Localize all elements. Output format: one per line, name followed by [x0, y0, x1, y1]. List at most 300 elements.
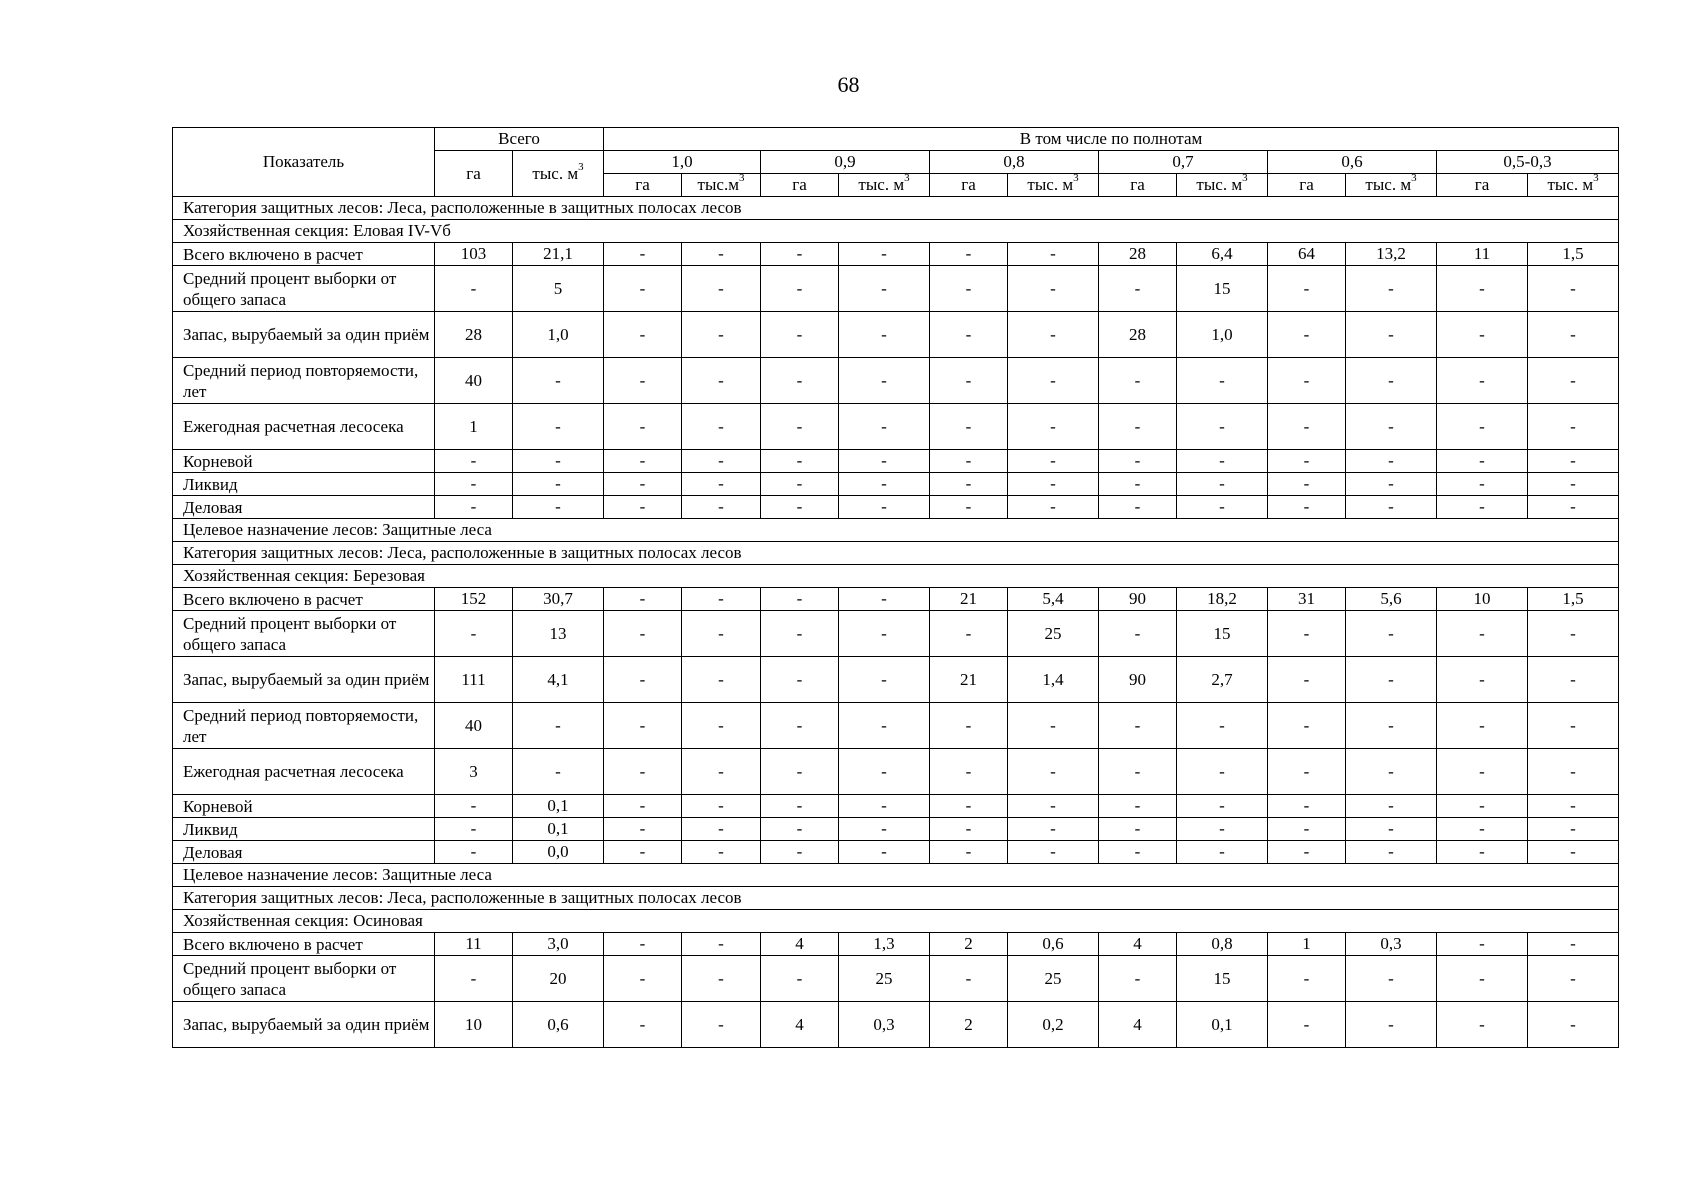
table-cell: -	[1099, 703, 1177, 749]
section-row	[173, 887, 1619, 910]
table-cell: 0,3	[1346, 933, 1437, 956]
table-cell: -	[1099, 404, 1177, 450]
table-cell: 4	[761, 1002, 839, 1048]
table-cell: -	[930, 818, 1008, 841]
table-cell: -	[682, 841, 761, 864]
table-cell: -	[1268, 841, 1346, 864]
table-cell: -	[839, 312, 930, 358]
table-cell: -	[682, 795, 761, 818]
table-cell: -	[1346, 749, 1437, 795]
subheader-volume: тыс. $м^3$	[1346, 174, 1437, 197]
table-cell: 21,1	[513, 243, 604, 266]
table-cell: -	[930, 266, 1008, 312]
table-row	[173, 473, 1619, 496]
table-cell: -	[1346, 266, 1437, 312]
table-cell: 15	[1177, 611, 1268, 657]
table-cell: -	[1177, 358, 1268, 404]
table-cell: -	[1268, 496, 1346, 519]
table-cell: -	[513, 404, 604, 450]
subheader-volume: тыс. $м^3$	[839, 174, 930, 197]
table-cell: 0,3	[839, 1002, 930, 1048]
table-cell: -	[1177, 404, 1268, 450]
subheader-ha: га	[1099, 174, 1177, 197]
table-cell: -	[1268, 358, 1346, 404]
table-cell: -	[1099, 956, 1177, 1002]
row-label: Средний период повторяемости, лет	[173, 703, 435, 749]
table-cell: 13	[513, 611, 604, 657]
table-cell: 1,5	[1528, 588, 1619, 611]
table-cell: -	[930, 749, 1008, 795]
table-cell: -	[1346, 795, 1437, 818]
table-cell: -	[1528, 473, 1619, 496]
table-cell: -	[1099, 496, 1177, 519]
table-cell: 1,5	[1528, 243, 1619, 266]
header-density-6: 0,5-0,3	[1437, 151, 1619, 174]
table-cell: 1,4	[1008, 657, 1099, 703]
table-row	[173, 588, 1619, 611]
table-row	[173, 358, 1619, 404]
table-cell: -	[1268, 956, 1346, 1002]
table-cell: -	[1177, 749, 1268, 795]
row-label: Средний процент выборки от общего запаса	[173, 266, 435, 312]
table-cell: -	[1528, 611, 1619, 657]
table-cell: 21	[930, 657, 1008, 703]
table-cell: -	[761, 266, 839, 312]
header-including: В том числе по полнотам	[604, 128, 1619, 151]
table-cell: 4	[1099, 933, 1177, 956]
table-cell: -	[839, 749, 930, 795]
table-cell: -	[682, 703, 761, 749]
table-cell: -	[604, 473, 682, 496]
table-cell: -	[604, 956, 682, 1002]
table-cell: -	[1099, 473, 1177, 496]
table-cell: 40	[435, 358, 513, 404]
table-cell: -	[1099, 818, 1177, 841]
row-label: Запас, вырубаемый за один приём	[173, 1002, 435, 1048]
section-row	[173, 864, 1619, 887]
table-cell: 0,6	[513, 1002, 604, 1048]
table-cell: 20	[513, 956, 604, 1002]
table-cell: -	[839, 266, 930, 312]
table-cell: -	[1437, 795, 1528, 818]
table-cell: -	[761, 611, 839, 657]
table-cell: -	[1268, 703, 1346, 749]
table-cell: -	[1437, 473, 1528, 496]
table-cell: 31	[1268, 588, 1346, 611]
table-cell: -	[1008, 266, 1099, 312]
table-cell: -	[604, 266, 682, 312]
table-cell: 21	[930, 588, 1008, 611]
table-cell: -	[1268, 1002, 1346, 1048]
table-cell: -	[1008, 358, 1099, 404]
row-label: Средний период повторяемости, лет	[173, 358, 435, 404]
table-cell: 0,6	[1008, 933, 1099, 956]
table-cell: -	[761, 956, 839, 1002]
section-title: Целевое назначение лесов: Защитные леса	[173, 519, 1619, 542]
table-row	[173, 611, 1619, 657]
table-cell: -	[930, 404, 1008, 450]
table-cell: -	[682, 312, 761, 358]
table-cell: 0,2	[1008, 1002, 1099, 1048]
row-label: Ежегодная расчетная лесосека	[173, 749, 435, 795]
table-cell: -	[930, 956, 1008, 1002]
table-cell: -	[1008, 749, 1099, 795]
table-cell: -	[604, 243, 682, 266]
table-cell: 10	[435, 1002, 513, 1048]
subheader-ha: га	[930, 174, 1008, 197]
table-row	[173, 243, 1619, 266]
subheader-volume: тыс. $м^3$	[1528, 174, 1619, 197]
table-cell: 30,7	[513, 588, 604, 611]
table-cell: -	[513, 749, 604, 795]
subheader-ha: га	[604, 174, 682, 197]
table-cell: -	[761, 588, 839, 611]
table-cell: -	[682, 956, 761, 1002]
table-cell: -	[1346, 841, 1437, 864]
table-cell: -	[930, 312, 1008, 358]
table-cell: -	[682, 404, 761, 450]
row-label: Деловая	[173, 496, 435, 519]
subheader-volume: $тыс.м^3$	[682, 174, 761, 197]
table-cell: -	[839, 358, 930, 404]
table-cell: -	[1099, 266, 1177, 312]
header-total: Всего	[435, 128, 604, 151]
table-cell: -	[1437, 404, 1528, 450]
table-cell: -	[839, 795, 930, 818]
header-indicator: Показатель	[173, 128, 435, 197]
table-cell: 40	[435, 703, 513, 749]
table-cell: -	[1528, 312, 1619, 358]
table-cell: 6,4	[1177, 243, 1268, 266]
table-cell: -	[1346, 956, 1437, 1002]
table-cell: -	[682, 611, 761, 657]
table-cell: -	[1099, 358, 1177, 404]
table-cell: 25	[1008, 956, 1099, 1002]
table-cell: -	[1268, 473, 1346, 496]
table-row	[173, 956, 1619, 1002]
table-cell: -	[1346, 611, 1437, 657]
page-number: 68	[837, 72, 860, 97]
table-cell: -	[1346, 312, 1437, 358]
table-cell: 25	[839, 956, 930, 1002]
table-cell: -	[761, 358, 839, 404]
table-cell: -	[1099, 841, 1177, 864]
table-cell: 11	[435, 933, 513, 956]
table-cell: -	[1099, 450, 1177, 473]
table-cell: -	[1437, 312, 1528, 358]
table-cell: -	[1437, 841, 1528, 864]
table-cell: -	[839, 841, 930, 864]
table-cell: -	[1528, 795, 1619, 818]
header-total-volume: тыс. $м^3$	[513, 151, 604, 197]
table-cell: -	[604, 749, 682, 795]
row-label: Всего включено в расчет	[173, 588, 435, 611]
row-label: Корневой	[173, 795, 435, 818]
table-cell: -	[682, 243, 761, 266]
table-cell: 5,4	[1008, 588, 1099, 611]
subheader-ha: га	[761, 174, 839, 197]
table-cell: -	[604, 450, 682, 473]
section-title: Целевое назначение лесов: Защитные леса	[173, 864, 1619, 887]
table-cell: -	[1008, 312, 1099, 358]
table-cell: -	[1177, 496, 1268, 519]
table-cell: -	[682, 749, 761, 795]
table-cell: -	[839, 243, 930, 266]
table-cell: -	[1346, 450, 1437, 473]
row-label: Ликвид	[173, 818, 435, 841]
table-cell: -	[1177, 473, 1268, 496]
table-cell: -	[513, 450, 604, 473]
table-cell: -	[1346, 404, 1437, 450]
table-cell: -	[1008, 404, 1099, 450]
table-row	[173, 266, 1619, 312]
table-cell: -	[513, 473, 604, 496]
table-cell: 13,2	[1346, 243, 1437, 266]
table-cell: -	[1437, 450, 1528, 473]
table-cell: 103	[435, 243, 513, 266]
header-density-1: 1,0	[604, 151, 761, 174]
row-label: Средний процент выборки от общего запаса	[173, 611, 435, 657]
subheader-volume: тыс. $м^3$	[1008, 174, 1099, 197]
table-cell: -	[1528, 703, 1619, 749]
row-label: Запас, вырубаемый за один приём	[173, 657, 435, 703]
table-cell: -	[682, 588, 761, 611]
row-label: Средний процент выборки от общего запаса	[173, 956, 435, 1002]
table-cell: -	[1528, 657, 1619, 703]
table-cell: 18,2	[1177, 588, 1268, 611]
table-cell: -	[1268, 266, 1346, 312]
table-cell: -	[930, 243, 1008, 266]
table-cell: -	[1268, 657, 1346, 703]
table-cell: -	[1437, 496, 1528, 519]
table-cell: -	[1437, 956, 1528, 1002]
table-cell: -	[604, 795, 682, 818]
table-cell: 4	[761, 933, 839, 956]
table-cell: -	[930, 703, 1008, 749]
table-cell: -	[1008, 496, 1099, 519]
table-cell: -	[682, 1002, 761, 1048]
table-cell: -	[761, 703, 839, 749]
row-label: Ликвид	[173, 473, 435, 496]
table-cell: -	[839, 473, 930, 496]
table-cell: -	[513, 703, 604, 749]
table-cell: -	[839, 703, 930, 749]
table-cell: -	[1177, 450, 1268, 473]
table-cell: -	[435, 611, 513, 657]
table-cell: -	[1437, 1002, 1528, 1048]
table-cell: -	[1528, 956, 1619, 1002]
table-cell: -	[604, 358, 682, 404]
table-cell: -	[682, 473, 761, 496]
table-cell: -	[1346, 657, 1437, 703]
table-cell: -	[1177, 795, 1268, 818]
table-cell: -	[1177, 841, 1268, 864]
table-cell: -	[1268, 611, 1346, 657]
subheader-volume: тыс. $м^3$	[1177, 174, 1268, 197]
table-cell: -	[930, 841, 1008, 864]
table-row	[173, 312, 1619, 358]
table-cell: 28	[1099, 312, 1177, 358]
table-cell: -	[1008, 703, 1099, 749]
row-label: Деловая	[173, 841, 435, 864]
table-cell: 11	[1437, 243, 1528, 266]
table-cell: -	[1528, 749, 1619, 795]
table-cell: -	[930, 795, 1008, 818]
table-cell: 90	[1099, 588, 1177, 611]
table-row	[173, 933, 1619, 956]
table-cell: -	[604, 404, 682, 450]
table-cell: 1,3	[839, 933, 930, 956]
table-cell: 0,1	[513, 795, 604, 818]
table-cell: -	[761, 795, 839, 818]
section-title: Категория защитных лесов: Леса, расположенные в защитных полосах лесов	[173, 887, 1619, 910]
table-cell: -	[761, 243, 839, 266]
table-cell: -	[604, 841, 682, 864]
table-cell: -	[682, 933, 761, 956]
table-cell: -	[435, 450, 513, 473]
table-cell: -	[1177, 818, 1268, 841]
section-row	[173, 519, 1619, 542]
table-cell: -	[761, 657, 839, 703]
table-cell: -	[682, 496, 761, 519]
table-cell: -	[604, 933, 682, 956]
table-cell: 15	[1177, 266, 1268, 312]
row-label: Всего включено в расчет	[173, 933, 435, 956]
table-cell: -	[839, 818, 930, 841]
table-cell: -	[604, 1002, 682, 1048]
table-cell: -	[761, 749, 839, 795]
table-cell: -	[1268, 818, 1346, 841]
table-cell: 1	[1268, 933, 1346, 956]
table-cell: -	[1268, 404, 1346, 450]
table-cell: -	[930, 358, 1008, 404]
table-cell: -	[1099, 795, 1177, 818]
subheader-ha: га	[1437, 174, 1528, 197]
table-cell: -	[1528, 841, 1619, 864]
table-row	[173, 450, 1619, 473]
table-row	[173, 496, 1619, 519]
table-cell: -	[839, 450, 930, 473]
table-cell: 0,1	[1177, 1002, 1268, 1048]
table-cell: 4,1	[513, 657, 604, 703]
table-cell: -	[930, 496, 1008, 519]
table-cell: -	[1437, 749, 1528, 795]
table-body	[173, 197, 1619, 1048]
table-row	[173, 795, 1619, 818]
table-cell: 64	[1268, 243, 1346, 266]
table-cell: -	[1528, 1002, 1619, 1048]
table-cell: -	[1528, 266, 1619, 312]
table-cell: -	[761, 404, 839, 450]
row-label: Ежегодная расчетная лесосека	[173, 404, 435, 450]
table-cell: -	[435, 818, 513, 841]
table-cell: -	[604, 611, 682, 657]
table-cell: 5,6	[1346, 588, 1437, 611]
table-cell: -	[513, 496, 604, 519]
header-density-4: 0,7	[1099, 151, 1268, 174]
table-cell: -	[839, 496, 930, 519]
table-cell: 2,7	[1177, 657, 1268, 703]
table-cell: -	[761, 450, 839, 473]
table-cell: -	[513, 358, 604, 404]
table-cell: 2	[930, 1002, 1008, 1048]
table-row	[173, 703, 1619, 749]
table-cell: -	[604, 496, 682, 519]
table-cell: 1	[435, 404, 513, 450]
section-row	[173, 197, 1619, 220]
row-label: Всего включено в расчет	[173, 243, 435, 266]
table-cell: -	[604, 657, 682, 703]
table-cell: 5	[513, 266, 604, 312]
section-title: Хозяйственная секция: Осиновая	[173, 910, 1619, 933]
table-cell: -	[1099, 749, 1177, 795]
table-cell: -	[761, 818, 839, 841]
table-cell: -	[1346, 473, 1437, 496]
header-density-3: 0,8	[930, 151, 1099, 174]
table-row	[173, 841, 1619, 864]
table-cell: -	[435, 266, 513, 312]
table-cell: -	[1437, 933, 1528, 956]
row-label: Корневой	[173, 450, 435, 473]
table-cell: -	[1528, 818, 1619, 841]
table-cell: 2	[930, 933, 1008, 956]
table-cell: -	[1268, 749, 1346, 795]
header-density-2: 0,9	[761, 151, 930, 174]
table-cell: -	[761, 312, 839, 358]
table-cell: -	[930, 450, 1008, 473]
table-cell: -	[1346, 1002, 1437, 1048]
table-cell: 0,1	[513, 818, 604, 841]
table-cell: 1,0	[513, 312, 604, 358]
table-cell: -	[1528, 404, 1619, 450]
table-cell: 10	[1437, 588, 1528, 611]
table-row	[173, 749, 1619, 795]
table-cell: -	[839, 588, 930, 611]
section-title: Категория защитных лесов: Леса, расположенные в защитных полосах лесов	[173, 542, 1619, 565]
table-cell: 3,0	[513, 933, 604, 956]
header-total-ha: га	[435, 151, 513, 197]
table-cell: -	[682, 266, 761, 312]
table-cell: -	[839, 611, 930, 657]
table-cell: -	[1268, 312, 1346, 358]
table-cell: -	[604, 818, 682, 841]
table-cell: -	[1346, 818, 1437, 841]
table-cell: -	[1437, 611, 1528, 657]
table-cell: 28	[1099, 243, 1177, 266]
table-cell: -	[1437, 818, 1528, 841]
table-cell: -	[604, 312, 682, 358]
table-row	[173, 1002, 1619, 1048]
table-cell: -	[1528, 496, 1619, 519]
table-cell: -	[761, 473, 839, 496]
section-row	[173, 542, 1619, 565]
table-cell: -	[1528, 358, 1619, 404]
table-cell: -	[682, 657, 761, 703]
table-cell: -	[1346, 703, 1437, 749]
table-cell: -	[1008, 450, 1099, 473]
forest-data-table	[172, 127, 1619, 1048]
section-row	[173, 910, 1619, 933]
table-cell: -	[435, 956, 513, 1002]
table-row	[173, 404, 1619, 450]
table-cell: -	[1008, 841, 1099, 864]
section-title: Хозяйственная секция: Березовая	[173, 565, 1619, 588]
table-cell: 152	[435, 588, 513, 611]
table-cell: -	[1437, 358, 1528, 404]
table-row	[173, 818, 1619, 841]
table-cell: 4	[1099, 1002, 1177, 1048]
table-cell: -	[930, 611, 1008, 657]
